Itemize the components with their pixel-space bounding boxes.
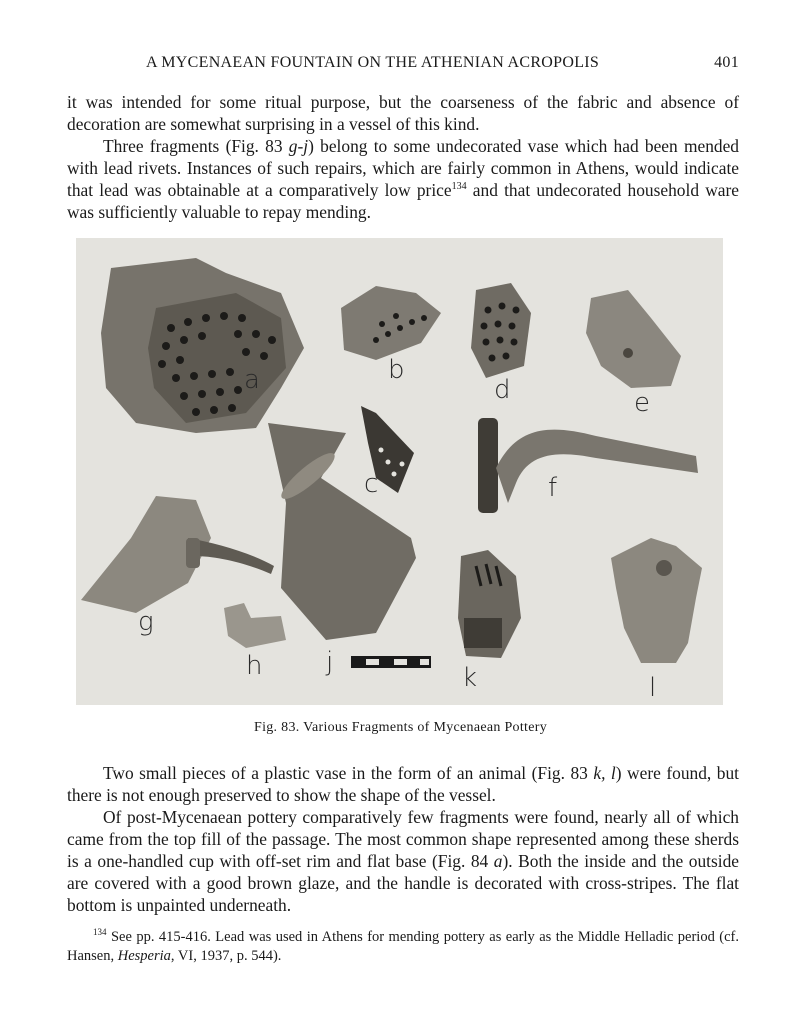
body-text-top bbox=[67, 91, 739, 223]
label-b: b bbox=[388, 355, 405, 385]
footnote-journal: Hesperia bbox=[117, 948, 171, 964]
p2-figure-ref: g-j bbox=[288, 136, 309, 156]
p2-text-c: and that undecorated household ware was sufficiently valuable to repay mending. bbox=[67, 180, 739, 222]
label-f: f bbox=[548, 473, 558, 503]
p3-figure-ref: k, l bbox=[593, 763, 616, 783]
footnote-text bbox=[67, 928, 739, 966]
footnote-mark: 134 bbox=[93, 927, 107, 938]
body-text-bottom bbox=[67, 762, 739, 916]
footnote-text-b: , VI, 1937, p. 544). bbox=[170, 948, 282, 964]
label-l: l bbox=[649, 673, 657, 703]
paragraph-3 bbox=[67, 762, 739, 806]
scale-bar bbox=[351, 656, 431, 668]
label-k: k bbox=[462, 663, 478, 693]
page-number: 401 bbox=[714, 54, 739, 71]
footnote-text-a: See pp. 415-416. Lead was used in Athens for mending pottery as early as the Middle Helladic period (cf. Hansen, bbox=[67, 929, 739, 964]
label-j: j bbox=[326, 647, 334, 677]
p2-text-a: Three fragments (Fig. 83 bbox=[103, 136, 289, 156]
p2-text-b: ) belong to some undecorated vase which had been mended with lead rivets. Instances of such repairs, which are fairly common in Athens, would indicate that lead was obtainable at a comparatively low price bbox=[67, 136, 739, 200]
p4-figure-ref: a bbox=[493, 851, 503, 871]
p4-text-b: ). Both the inside and the outside are covered with a good brown glaze, and the handle is decorated with cross-stripes. The flat bottom is unpainted underneath. bbox=[67, 851, 739, 915]
p4-text-a: Of post-Mycenaean pottery comparatively few fragments were found, nearly all of which came from the top fill of the passage. The most common shape represented among these sherds is a one-handled cup with off-set rim and flat base (Fig. 84 bbox=[67, 807, 739, 871]
label-d: d bbox=[494, 375, 511, 405]
running-title: A MYCENAEAN FOUNTAIN ON THE ATHENIAN ACROPOLIS bbox=[146, 54, 600, 71]
p3-text-a: Two small pieces of a plastic vase in the form of an animal (Fig. 83 bbox=[103, 763, 594, 783]
footnote-134 bbox=[67, 928, 739, 966]
label-c: c bbox=[364, 469, 379, 499]
paragraph-4 bbox=[67, 806, 739, 916]
label-e: e bbox=[634, 388, 650, 418]
p3-text-b: ) were found, but there is not enough preserved to show the shape of the vessel. bbox=[67, 763, 739, 805]
paragraph-1: it was intended for some ritual purpose, but the coarseness of the fabric and absence of decoration are somewhat surprising in a vessel of this kind. bbox=[67, 92, 739, 134]
running-header bbox=[68, 54, 739, 78]
figure-caption: Fig. 83. Various Fragments of Mycenaean Pottery bbox=[253, 720, 548, 735]
pottery-photograph bbox=[76, 238, 723, 705]
label-a: a bbox=[244, 365, 260, 395]
label-g: g bbox=[138, 607, 154, 637]
label-h: h bbox=[246, 651, 263, 681]
pottery-fragments-illustration bbox=[76, 238, 723, 705]
paragraph-2 bbox=[67, 135, 739, 223]
footnote-ref-134[interactable]: 134 bbox=[451, 181, 467, 193]
